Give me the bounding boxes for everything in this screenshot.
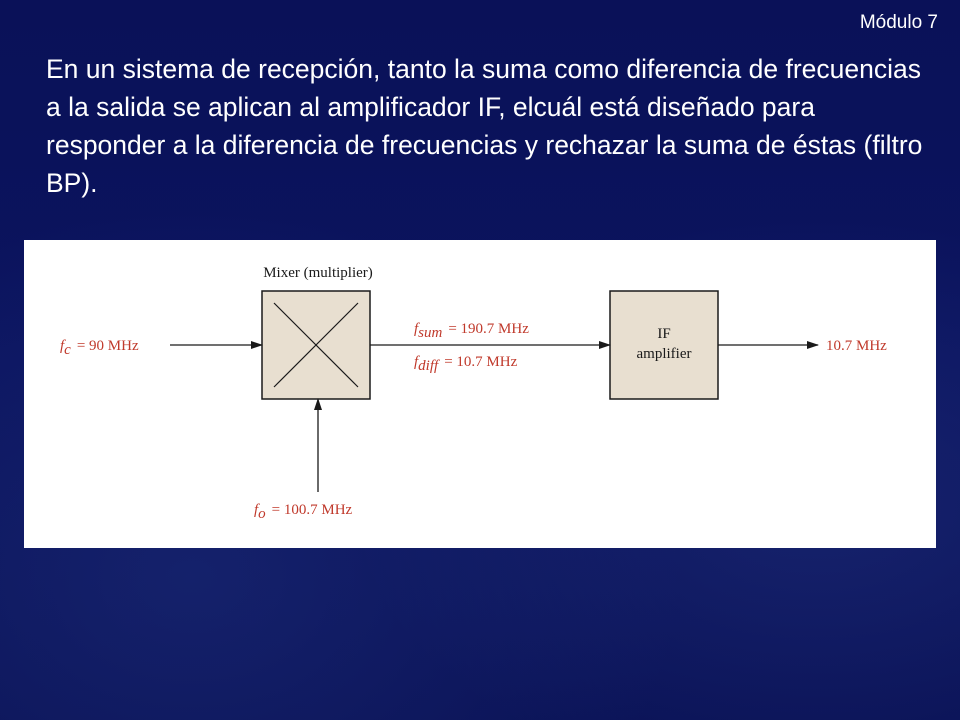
mixer-block-diagram bbox=[24, 240, 936, 548]
module-label: Módulo 7 bbox=[859, 12, 938, 33]
if-amplifier-box bbox=[610, 291, 718, 399]
output-frequency-label: 10.7 MHz bbox=[826, 338, 887, 354]
if-amplifier-label-line2: amplifier bbox=[636, 346, 692, 362]
mixer-title: Mixer (multiplier) bbox=[263, 265, 373, 281]
fo-label: fo = 100.7 MHz bbox=[254, 502, 353, 522]
mixer-diagram-panel bbox=[24, 240, 936, 548]
fdiff-label: fdiff = 10.7 MHz bbox=[414, 354, 518, 374]
slide-body-text: En un sistema de recepción, tanto la suma como diferencia de frecuencias a la salida se aplican al amplificador IF, elcuál está diseñado para responder a la diferencia de frecuencias y rechazar la suma de éstas (filtro BP). bbox=[46, 54, 923, 198]
if-amplifier-label-line1: IF bbox=[657, 326, 671, 342]
fc-label: fc = 90 MHz bbox=[60, 338, 139, 358]
fsum-label: fsum = 190.7 MHz bbox=[414, 321, 529, 341]
